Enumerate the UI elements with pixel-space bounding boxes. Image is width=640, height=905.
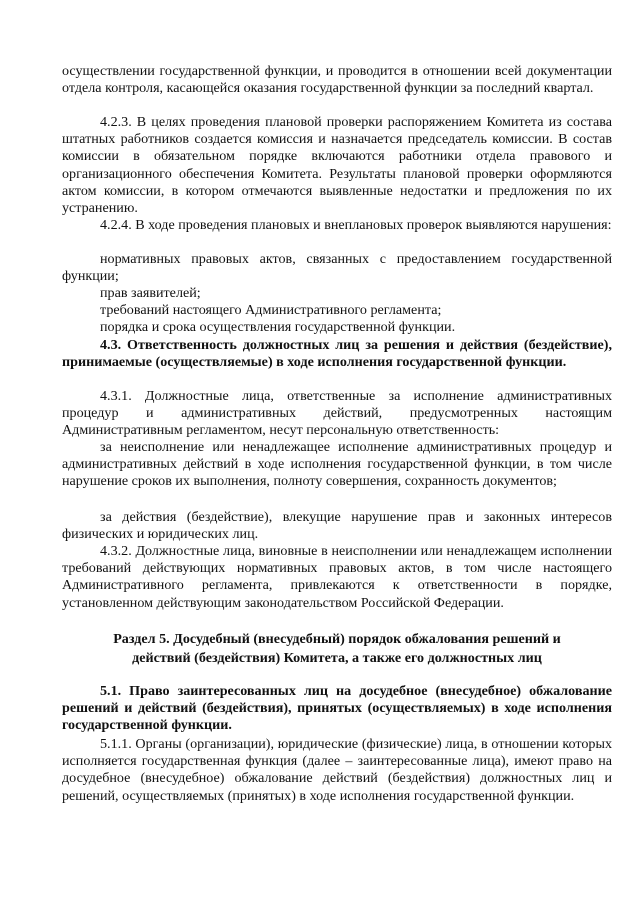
paragraph-continuation: осуществлении государственной функции, и проводится в отношении всей документации отдела контроля, касающейся оказания государственной функции за последний квартал. [62,63,612,97]
paragraph-4-3-1: 4.3.1. Должностные лица, ответственные за исполнение административных процедур и административных действий, предусмотренных настоящим Административным регламентом, несут персональную ответственность: [62,388,612,439]
paragraph-4-3-2: 4.3.2. Должностные лица, виновные в неисполнении или ненадлежащем исполнении требований действующих нормативных правовых актов, в том числе настоящего Административного регламента, привлекаются к ответственности в порядке, установленном действующим законодательством Российской Федерации. [62,543,612,611]
heading-5-1: 5.1. Право заинтересованных лиц на досудебное (внесудебное) обжалование решений и действий (бездействия), принятых (осуществляемых) в ходе исполнения государственной функции. [62,683,612,734]
paragraph-4-3-1-actions: за действия (бездействие), влекущие нарушение прав и законных интересов физических и юридических лиц. [62,509,612,543]
section-5-title-line-1: Раздел 5. Досудебный (внесудебный) порядок обжалования решений и [113,631,561,647]
paragraph-4-3-1-nonperformance: за неисполнение или ненадлежащее исполнение административных процедур и административных действий в ходе исполнения государственной функции, в том числе нарушение сроков их выполнения, полноту совершения, сохранность документов; [62,439,612,490]
paragraph-5-1-1: 5.1.1. Органы (организации), юридические (физические) лица, в отношении которых исполняется государственная функция (далее – заинтересованные лица), имеют право на досудебное (внесудебное) обжалование действий (бездействия) должностных лиц и решений, осуществляемых (принятых) в ходе исполнения государственной функции. [62,736,612,804]
heading-4-3: 4.3. Ответственность должностных лиц за решения и действия (бездействие), принимаемые (осуществляемые) в ходе исполнения государственной функции. [62,337,612,371]
list-item-regulation-requirements: требований настоящего Административного регламента; [100,302,442,318]
paragraph-4-2-4: 4.2.4. В ходе проведения плановых и внеплановых проверок выявляются нарушения: [100,217,612,233]
list-item-applicant-rights: прав заявителей; [100,285,201,301]
list-item-normative-acts: нормативных правовых актов, связанных с предоставлением государственной функции; [62,251,612,285]
section-5-title-line-2: действий (бездействия) Комитета, а также его должностных лиц [132,650,542,666]
list-item-procedure-terms: порядка и срока осуществления государственной функции. [100,319,456,335]
paragraph-4-2-3: 4.2.3. В целях проведения плановой проверки распоряжением Комитета из состава штатных работников создается комиссия и назначается председатель комиссии. В состав комиссии в обязательном порядке включаются работники отдела правового и организационного обеспечения Комитета. Результаты плановой проверки оформляются актом комиссии, в котором отмечаются выявленные недостатки и предложения по их устранению. [62,114,612,217]
